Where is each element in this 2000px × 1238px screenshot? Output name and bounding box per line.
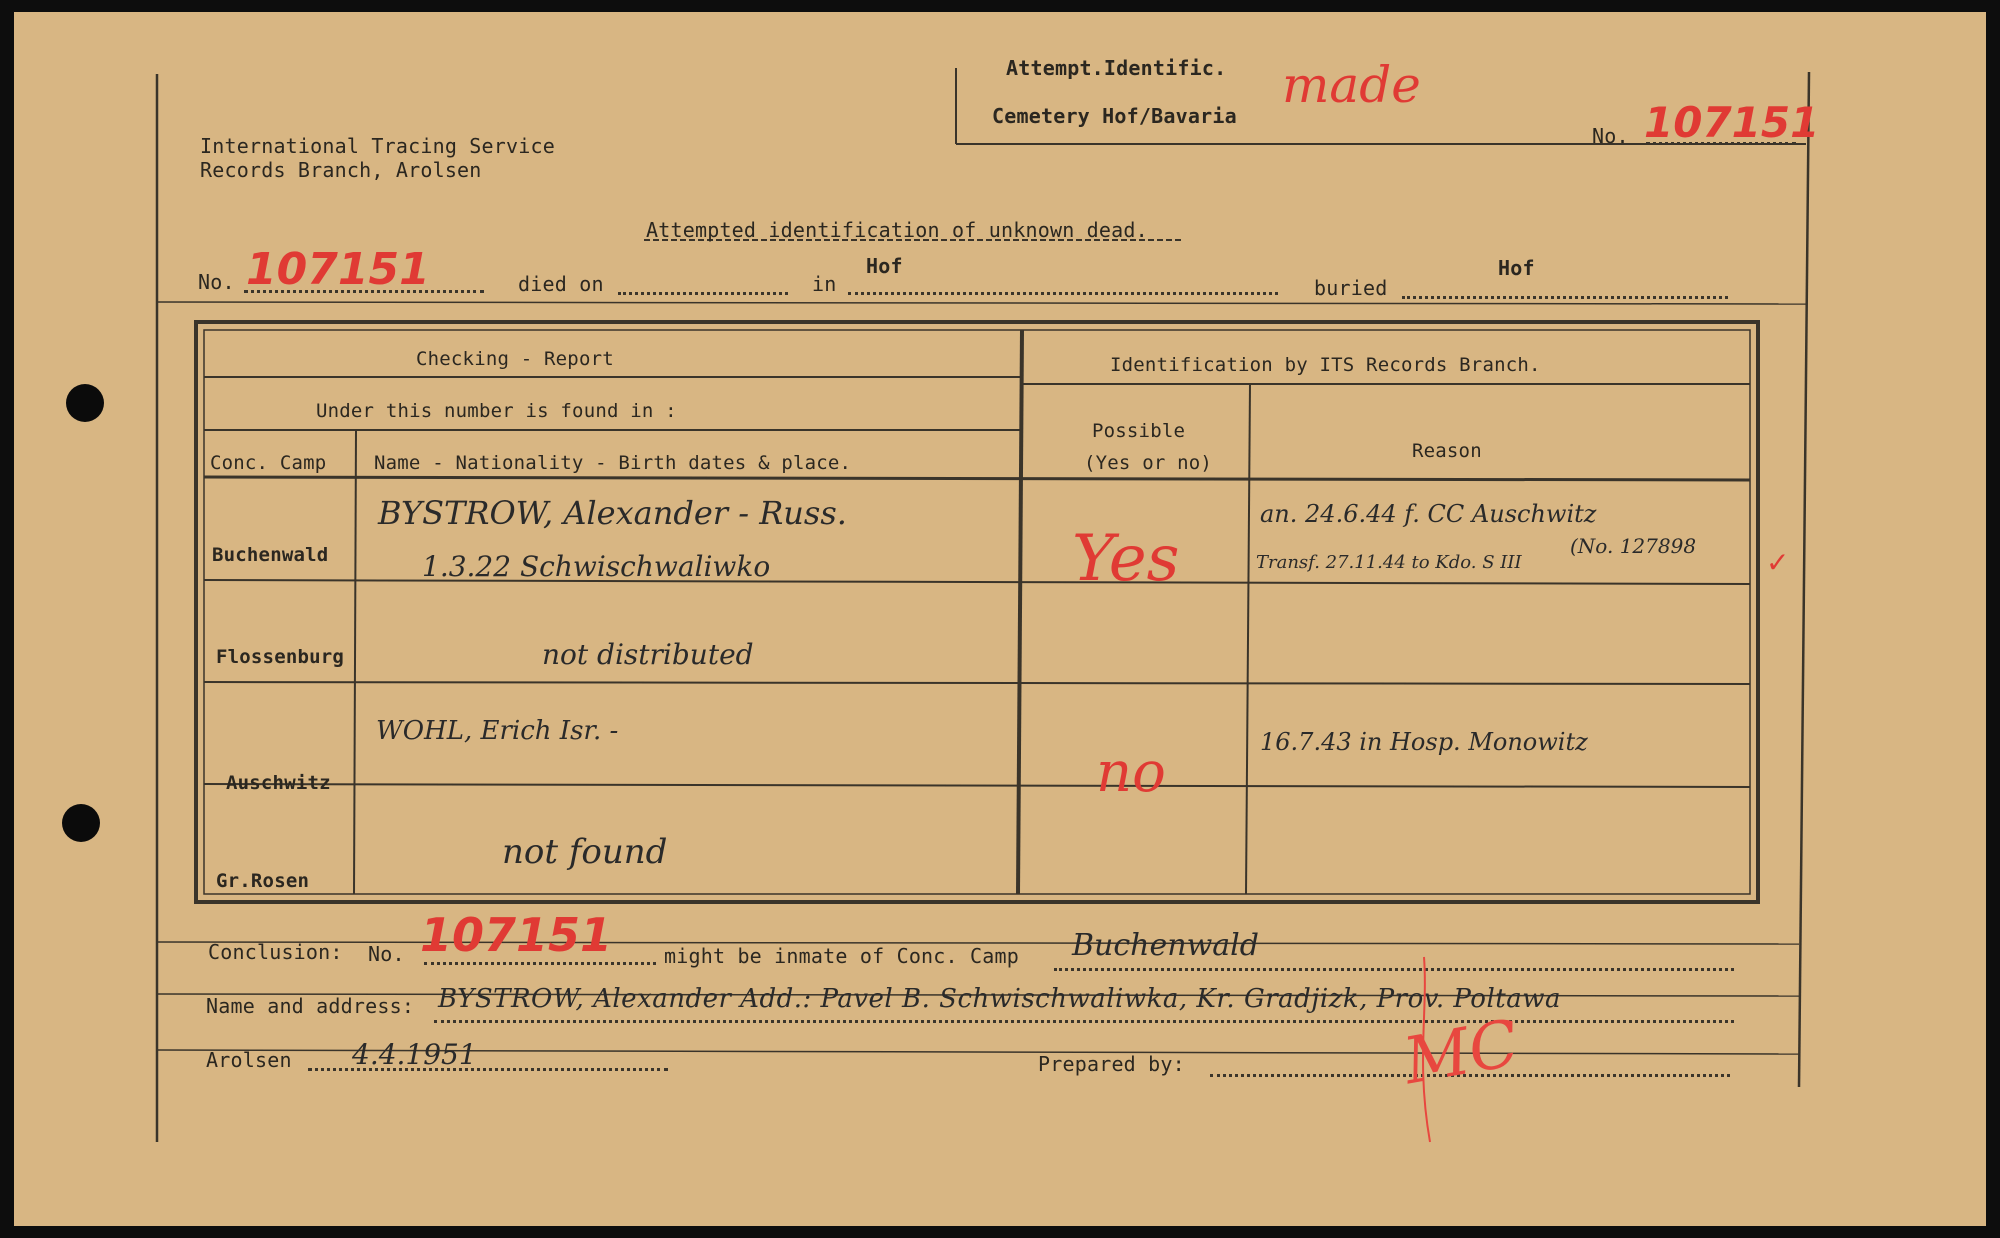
died-on-dots — [618, 292, 788, 295]
conclusion-no-label: No. — [368, 942, 405, 966]
identification-header: Identification by ITS Records Branch. — [1110, 354, 1541, 376]
buried-label: buried — [1314, 276, 1388, 300]
footer-place-label: Arolsen — [206, 1048, 292, 1072]
col-name-header: Name - Nationality - Birth dates & place. — [374, 452, 852, 474]
index-card — [14, 12, 1986, 1226]
row-1-checkmark: ✓ — [1766, 546, 1790, 579]
prepared-by-initials: MC — [1398, 1006, 1525, 1100]
in-value: Hof — [866, 254, 903, 278]
row-1-name-line-1: BYSTROW, Alexander - Russ. — [378, 494, 847, 532]
row-2-name-line-1: not distributed — [542, 638, 754, 671]
in-dots — [848, 292, 1278, 295]
row-1-reason-note: (No. 127898 — [1570, 534, 1697, 558]
prepared-by-label: Prepared by: — [1038, 1052, 1185, 1076]
form-title: Attempted identification of unknown dead. — [646, 218, 1148, 242]
record-no-label: No. — [198, 270, 235, 294]
conclusion-no-value: 107151 — [420, 908, 613, 962]
record-no-value: 107151 — [246, 244, 430, 295]
row-3-possible: no — [1096, 740, 1166, 805]
row-2-camp: Flossenburg — [216, 646, 345, 668]
attempt-label: Attempt.Identific. — [1006, 56, 1227, 80]
row-1-possible: Yes — [1072, 522, 1180, 596]
org-line-2: Records Branch, Arolsen — [200, 158, 482, 182]
conclusion-camp-value: Buchenwald — [1072, 928, 1259, 963]
buried-dots — [1402, 296, 1728, 299]
name-address-label: Name and address: — [206, 994, 415, 1018]
cemetery-label: Cemetery Hof/Bavaria — [992, 104, 1237, 128]
col-possible-header-2: (Yes or no) — [1084, 452, 1213, 474]
org-line-1: International Tracing Service — [200, 134, 555, 158]
header-no-label: No. — [1592, 124, 1629, 148]
col-camp-header: Conc. Camp — [210, 452, 327, 474]
name-address-value: BYSTROW, Alexander Add.: Pavel B. Schwischwaliwka, Kr. Gradjizk, Prov. Poltawa — [438, 984, 1561, 1014]
attempt-status: made — [1282, 56, 1421, 114]
in-label: in — [812, 272, 837, 296]
row-3-name-line-1: WOHL, Erich Isr. - — [376, 716, 619, 746]
row-3-camp: Auschwitz — [226, 772, 331, 794]
col-reason-header: Reason — [1412, 440, 1482, 462]
died-on-label: died on — [518, 272, 604, 296]
header-no-value: 107151 — [1644, 98, 1820, 147]
row-1-reason-line-2: Transf. 27.11.44 to Kdo. S III — [1256, 552, 1522, 573]
found-in-header: Under this number is found in : — [316, 400, 677, 422]
conclusion-no-dots — [424, 962, 656, 965]
card-rulings — [14, 12, 1986, 1226]
conclusion-inmate-text: might be inmate of Conc. Camp — [664, 944, 1019, 968]
initials-stroke — [1394, 952, 1454, 1152]
row-1-camp: Buchenwald — [212, 544, 329, 566]
row-4-name-line-1: not found — [502, 832, 668, 872]
footer-date-value: 4.4.1951 — [352, 1038, 477, 1071]
col-possible-header-1: Possible — [1092, 420, 1186, 442]
conclusion-label: Conclusion: — [208, 940, 343, 964]
row-3-reason-line-1: 16.7.43 in Hosp. Monowitz — [1260, 728, 1588, 756]
checking-report-header: Checking - Report — [416, 348, 614, 370]
name-address-dots — [434, 1020, 1734, 1023]
buried-value: Hof — [1498, 256, 1535, 280]
row-1-reason-line-1: an. 24.6.44 f. CC Auschwitz — [1260, 500, 1597, 528]
row-4-camp: Gr.Rosen — [216, 870, 310, 892]
row-1-name-line-2: 1.3.22 Schwischwaliwko — [422, 550, 771, 583]
